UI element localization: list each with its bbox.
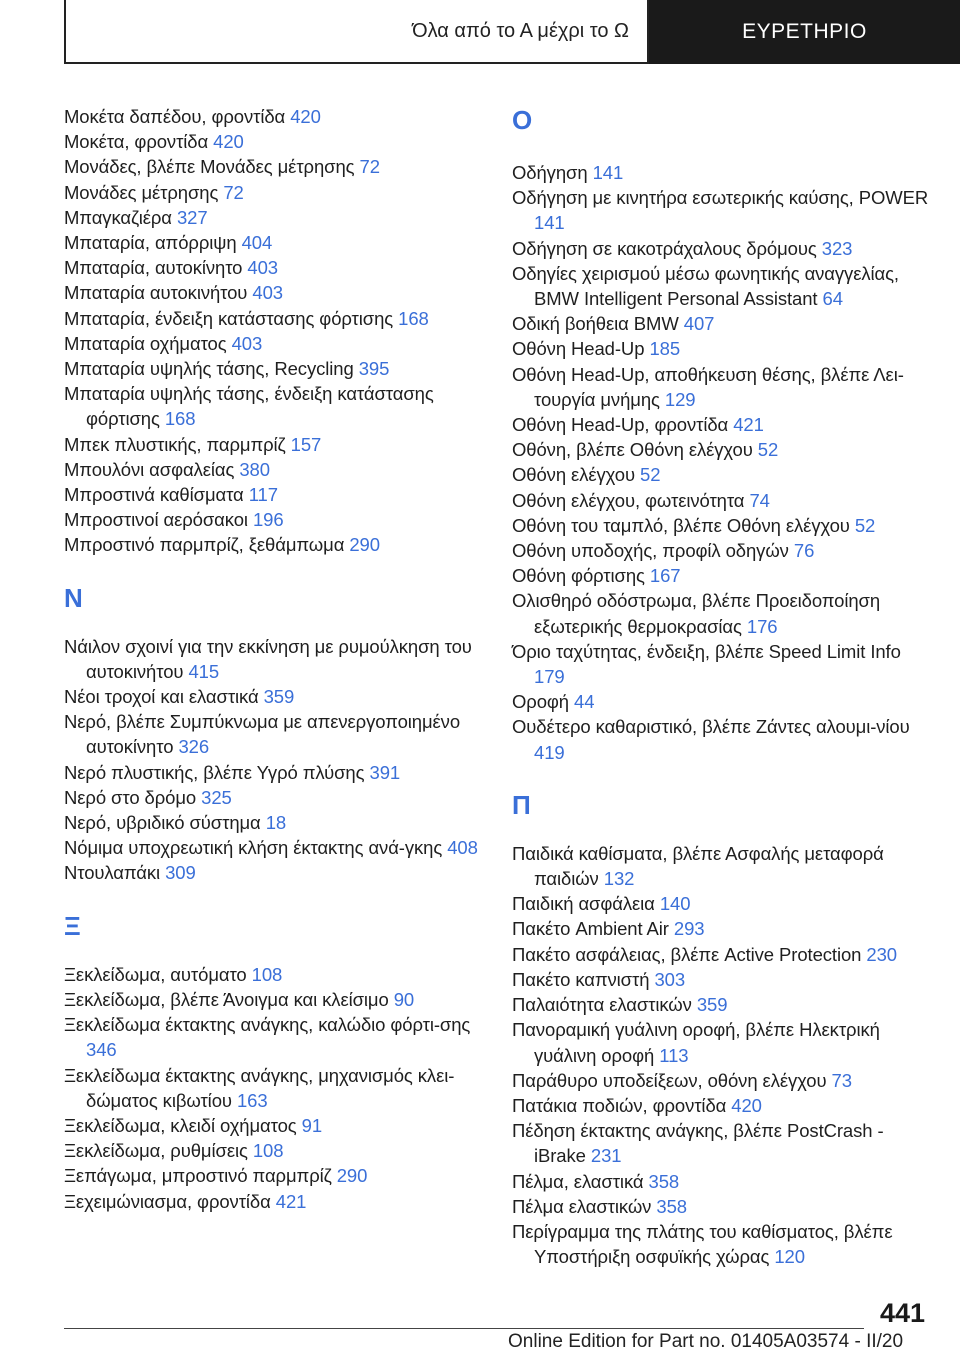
index-entry-term: Ξεκλείδωμα, κλειδί οχήματος [64, 1114, 297, 1136]
index-entry [64, 810, 494, 835]
index-entry-term: Ξεκλείδωμα, ρυθμίσεις [64, 1140, 248, 1162]
index-entry-term: Μπαταρία υψηλής τάσης, ένδειξη κατάστασης φόρτισης [64, 383, 434, 430]
index-entry-page-link[interactable]: 380 [239, 458, 270, 480]
index-letter-heading: Π [512, 789, 531, 820]
index-entry-term: Νόμιμα υποχρεωτική κλήση έκτακτης ανά-γκης [64, 837, 443, 859]
index-entry [512, 513, 932, 538]
index-entry-term: Νάιλον σχοινί για την εκκίνηση με ρυμούλκηση του αυτοκινήτου [64, 635, 472, 682]
index-entry [512, 967, 932, 992]
index-entry-page-link[interactable]: 168 [164, 408, 196, 430]
index-entry [64, 1138, 494, 1163]
index-entry-page-link[interactable]: 230 [866, 943, 897, 965]
index-entry-page-link[interactable]: 176 [746, 615, 778, 637]
index-entry-page-link[interactable]: 76 [793, 540, 815, 562]
index-entry-page-link[interactable]: 52 [854, 514, 876, 536]
index-entry-page-link[interactable]: 157 [290, 433, 322, 455]
index-entry [512, 992, 932, 1017]
index-entry-term: Ξεπάγωμα, μπροστινό παρμπρίζ [64, 1165, 332, 1187]
index-entry-page-link[interactable]: 323 [821, 237, 853, 259]
footer-divider [64, 1328, 864, 1329]
index-entry-term: Νερό πλυστικής, βλέπε Υγρό πλύσης [64, 761, 365, 783]
index-entry [512, 437, 932, 462]
index-entry [64, 1012, 494, 1062]
index-entry-page-link[interactable]: 185 [649, 338, 681, 360]
index-entry [64, 684, 494, 709]
index-entry [512, 841, 932, 891]
index-entry-term: Ολισθηρό οδόστρωμα, βλέπε Προειδοποίηση εξωτερικής θερμοκρασίας [512, 590, 881, 637]
index-entry-term: Πέλμα ελαστικών [512, 1195, 652, 1217]
index-entry-page-link[interactable]: 407 [683, 313, 715, 335]
index-entry-page-link[interactable]: 419 [534, 741, 565, 763]
index-entry [512, 1017, 932, 1067]
index-entry [512, 185, 932, 235]
index-entry-page-link[interactable]: 117 [248, 484, 278, 506]
index-entry-page-link[interactable]: 113 [659, 1044, 689, 1066]
index-entry [512, 462, 932, 487]
index-entry-page-link[interactable]: 141 [534, 212, 565, 234]
index-entry [512, 412, 932, 437]
index-entry-page-link[interactable]: 325 [201, 786, 232, 808]
index-entry-page-link[interactable]: 52 [757, 439, 779, 461]
index-entry-page-link[interactable]: 309 [165, 862, 196, 884]
index-entry-page-link[interactable]: 395 [358, 358, 390, 380]
index-entry [512, 311, 932, 336]
index-entry-term: Πανοραμική γυάλινη οροφή, βλέπε Ηλεκτρική γυάλινη οροφή [512, 1019, 880, 1066]
index-entry [512, 916, 932, 941]
index-entry-term: Μπαταρία, ένδειξη κατάστασης φόρτισης [64, 307, 394, 329]
index-entry-term: Οθόνη ελέγχου, φωτεινότητα [512, 489, 745, 511]
section-title: ΕΥΡΕΤΗΡΙΟ [742, 20, 867, 43]
index-entry-term: Νέοι τροχοί και ελαστικά [64, 686, 259, 708]
index-entry-term: Μπροστινοί αερόσακοι [64, 509, 248, 531]
index-entry-term: Πατάκια ποδιών, φροντίδα [512, 1094, 727, 1116]
index-entry-term: Οθόνη του ταμπλό, βλέπε Οθόνη ελέγχου [512, 514, 850, 536]
index-entry [64, 709, 494, 759]
index-entry-page-link[interactable]: 358 [656, 1195, 687, 1217]
index-entry [512, 1169, 932, 1194]
index-entry [64, 1163, 494, 1188]
index-entry-term: Οροφή [512, 691, 569, 713]
index-entry-page-link[interactable]: 346 [86, 1039, 117, 1061]
index-entry-page-link[interactable]: 290 [349, 534, 380, 556]
index-entry-page-link[interactable]: 44 [574, 691, 595, 713]
index-entry [64, 381, 494, 431]
index-entry-term: Πέδηση έκτακτης ανάγκης, βλέπε PostCrash - iBrake [512, 1120, 884, 1167]
index-entry-term: Μπεκ πλυστικής, παρμπρίζ [64, 433, 286, 455]
index-entry-term: Οδική βοήθεια BMW [512, 313, 679, 335]
index-entry-term: Παλαιότητα ελαστικών [512, 994, 692, 1016]
index-entry-term: Ξεκλείδωμα, βλέπε Άνοιγμα και κλείσιμο [64, 988, 389, 1010]
index-entry-term: Ξεχειμώνιασμα, φροντίδα [64, 1190, 271, 1212]
index-entry [64, 230, 494, 255]
index-entry [512, 362, 932, 412]
index-entry-page-link[interactable]: 141 [592, 162, 624, 183]
index-entry-page-link[interactable]: 167 [649, 565, 681, 587]
index-entry-page-link[interactable]: 403 [252, 282, 283, 304]
index-entry [512, 261, 932, 311]
page-header [64, 0, 960, 64]
index-entry-page-link[interactable]: 72 [223, 181, 244, 203]
index-entry [512, 1219, 932, 1269]
index-entry-term: Πακέτο ασφάλειας, βλέπε Active Protection [512, 943, 862, 965]
index-entry-term: Ξεκλείδωμα έκτακτης ανάγκης, μηχανισμός κλει-δώματος κιβωτίου [64, 1064, 455, 1111]
index-entry [64, 154, 494, 179]
index-entry-term: Παιδικά καθίσματα, βλέπε Ασφαλής μεταφορά παιδιών [512, 842, 884, 890]
index-entry [64, 180, 494, 205]
index-entry [64, 987, 494, 1012]
index-entry-page-link[interactable]: 359 [696, 994, 728, 1016]
index-entry [512, 488, 932, 513]
index-entry [512, 538, 932, 563]
index-entry-page-link[interactable]: 290 [336, 1165, 368, 1187]
index-entry [64, 432, 494, 457]
index-entry [64, 532, 494, 557]
index-entry-page-link[interactable]: 420 [731, 1094, 762, 1116]
index-entry-term: Πακέτο Ambient Air [512, 918, 669, 940]
index-entry-term: Ξεκλείδωμα, αυτόματο [64, 963, 247, 985]
index-entry-page-link[interactable]: 108 [252, 1140, 284, 1162]
index-column-right [512, 104, 932, 1269]
index-entry-page-link[interactable]: 403 [247, 257, 278, 279]
index-entry [512, 942, 932, 967]
index-entry-page-link[interactable]: 74 [749, 489, 770, 511]
index-entry [64, 129, 494, 154]
index-entry-page-link[interactable]: 421 [733, 414, 764, 436]
index-entry-term: Μοκέτα, φροντίδα [64, 131, 209, 153]
index-entry-page-link[interactable]: 72 [359, 156, 380, 178]
chapter-title: Όλα από το Α μέχρι το Ω [412, 19, 629, 42]
index-entry [512, 891, 932, 916]
index-entry [64, 356, 494, 381]
index-entry-page-link[interactable]: 327 [176, 206, 208, 228]
index-entry-page-link[interactable]: 403 [231, 332, 263, 354]
index-entry-page-link[interactable]: 326 [178, 736, 210, 758]
index-entry [64, 255, 494, 280]
index-entry-page-link[interactable]: 163 [236, 1089, 268, 1111]
index-entry [64, 962, 494, 987]
index-entry-page-link[interactable]: 168 [398, 307, 429, 329]
edition-footer: Online Edition for Part no. 01405A03574 - II/20 [508, 1331, 904, 1352]
index-entry-term: Παράθυρο υποδείξεων, οθόνη ελέγχου [512, 1069, 827, 1091]
index-entry-page-link[interactable]: 359 [263, 686, 295, 708]
index-entry [64, 1063, 494, 1113]
index-entry-page-link[interactable]: 52 [640, 464, 661, 486]
index-entry [64, 306, 494, 331]
index-entry [512, 336, 932, 361]
index-entry [64, 785, 494, 810]
index-entry-page-link[interactable]: 391 [369, 761, 401, 783]
index-entry [512, 1194, 932, 1219]
index-entry-term: Μπουλόνι ασφαλείας [64, 458, 235, 480]
index-entry [64, 1113, 494, 1138]
index-entry-term: Μπαταρία, αυτοκίνητο [64, 257, 243, 279]
index-entry-term: Πακέτο καπνιστή [512, 968, 650, 990]
index-entry [64, 860, 494, 885]
index-entry [512, 236, 932, 261]
index-entry [512, 1118, 932, 1168]
index-entry [64, 835, 494, 860]
index-entry-term: Μπροστινά καθίσματα [64, 484, 244, 506]
index-entry-term: Οθόνη ελέγχου [512, 464, 635, 486]
index-entry [64, 331, 494, 356]
index-entry-page-link[interactable]: 91 [301, 1114, 323, 1136]
index-entry-term: Οδήγηση με κινητήρα εσωτερικής καύσης, POWER [512, 187, 929, 209]
index-entry-page-link[interactable]: 90 [393, 988, 415, 1010]
index-entry-page-link[interactable]: 179 [534, 666, 565, 688]
index-entry-term: Νερό, βλέπε Συμπύκνωμα με απενεργοποιημένο αυτοκίνητο [64, 711, 461, 758]
index-entry-page-link[interactable]: 140 [659, 893, 691, 915]
index-entry-term: Οθόνη Head-Up, αποθήκευση θέσης, βλέπε Λει-τουργία μνήμης [512, 363, 904, 410]
index-entry-page-link[interactable]: 420 [213, 131, 244, 153]
index-entry-page-link[interactable]: 231 [590, 1145, 622, 1167]
index-entry-term: Ουδέτερο καθαριστικό, βλέπε Ζάντες αλουμι-νίου [512, 716, 910, 738]
index-entry-term: Μονάδες μέτρησης [64, 181, 219, 203]
index-entry-page-link[interactable]: 293 [673, 918, 705, 940]
index-entry-page-link[interactable]: 421 [275, 1190, 307, 1212]
chapter-tab [64, 0, 649, 64]
index-entry-page-link[interactable]: 303 [654, 968, 686, 990]
index-entry-term: Περίγραμμα της πλάτης του καθίσματος, βλέπε Υποστήριξη οσφυϊκής χώρας [512, 1220, 893, 1268]
index-entry-term: Όριο ταχύτητας, ένδειξη, βλέπε Speed Limit Info [512, 640, 901, 662]
page-number: 441 [880, 1298, 926, 1328]
index-entry [64, 634, 494, 684]
index-entry-term: Νερό στο δρόμο [64, 786, 197, 808]
index-entry-page-link[interactable]: 64 [822, 288, 843, 310]
index-entry-term: Νερό, υβριδικό σύστημα [64, 812, 261, 834]
index-entry-page-link[interactable]: 415 [188, 660, 220, 682]
index-entry-page-link[interactable]: 108 [251, 963, 283, 985]
index-entry [512, 563, 932, 588]
index-letter-heading: O [512, 105, 533, 135]
index-entry-term: Οθόνη υποδοχής, προφίλ οδηγών [512, 540, 789, 562]
index-entry [512, 639, 932, 689]
index-entry [512, 160, 932, 185]
index-entry [64, 507, 494, 532]
index-entry [512, 1068, 932, 1093]
index-entry [64, 205, 494, 230]
index-entry-term: Μπαταρία υψηλής τάσης, Recycling [64, 358, 354, 380]
index-entry-page-link[interactable]: 420 [290, 106, 321, 127]
index-letter-heading: Ξ [64, 910, 81, 941]
index-entry-term: Μοκέτα δαπέδου, φροντίδα [64, 106, 286, 127]
index-entry-term: Μπροστινό παρμπρίζ, ξεθάμπωμα [64, 534, 345, 556]
index-entry-term: Ντουλαπάκι [64, 862, 161, 884]
index-entry-term: Οθόνη φόρτισης [512, 565, 645, 587]
index-entry-term: Οδηγίες χειρισμού μέσω φωνητικής αναγγελίας, BMW Intelligent Personal Assistant [512, 262, 899, 310]
index-entry [64, 457, 494, 482]
index-entry [64, 104, 494, 129]
index-entry-page-link[interactable]: 408 [447, 837, 478, 859]
index-entry-term: Οθόνη Head-Up, φροντίδα [512, 414, 729, 436]
index-entry-term: Οδήγηση [512, 162, 588, 183]
index-entry-page-link[interactable]: 18 [265, 812, 287, 834]
index-entry [512, 714, 932, 764]
index-entry-term: Μπαταρία αυτοκινήτου [64, 282, 248, 304]
index-entry [64, 760, 494, 785]
index-entry-term: Μπαταρία, απόρριψη [64, 232, 237, 254]
index-entry-term: Μπαγκαζιέρα [64, 206, 172, 228]
index-entry [512, 1093, 932, 1118]
index-entry-term: Μπαταρία οχήματος [64, 332, 227, 354]
index-entry-term: Οθόνη, βλέπε Οθόνη ελέγχου [512, 439, 753, 461]
index-entry [64, 482, 494, 507]
index-entry-page-link[interactable]: 73 [831, 1069, 852, 1091]
index-entry [64, 1189, 494, 1214]
index-entry-page-link[interactable]: 358 [648, 1170, 680, 1192]
index-entry-term: Οθόνη Head-Up [512, 338, 645, 360]
index-entry-term: Οδήγηση σε κακοτράχαλους δρόμους [512, 237, 817, 259]
index-entry [512, 689, 932, 714]
index-entry-term: Πέλμα, ελαστικά [512, 1170, 644, 1192]
index-entry-page-link[interactable]: 120 [774, 1246, 805, 1268]
index-entry-page-link[interactable]: 404 [241, 232, 273, 254]
index-entry-page-link[interactable]: 129 [664, 388, 696, 410]
index-entry-term: Ξεκλείδωμα έκτακτης ανάγκης, καλώδιο φόρτι-σης [64, 1014, 471, 1036]
index-column-left [64, 104, 494, 1214]
index-entry [512, 588, 932, 638]
index-entry-page-link[interactable]: 132 [603, 868, 635, 890]
index-entry-term: Παιδική ασφάλεια [512, 893, 655, 915]
index-letter-heading: N [64, 582, 83, 613]
index-entry-term: Μονάδες, βλέπε Μονάδες μέτρησης [64, 156, 355, 178]
section-tab [649, 0, 960, 64]
index-entry [64, 280, 494, 305]
index-entry-page-link[interactable]: 196 [252, 509, 284, 531]
